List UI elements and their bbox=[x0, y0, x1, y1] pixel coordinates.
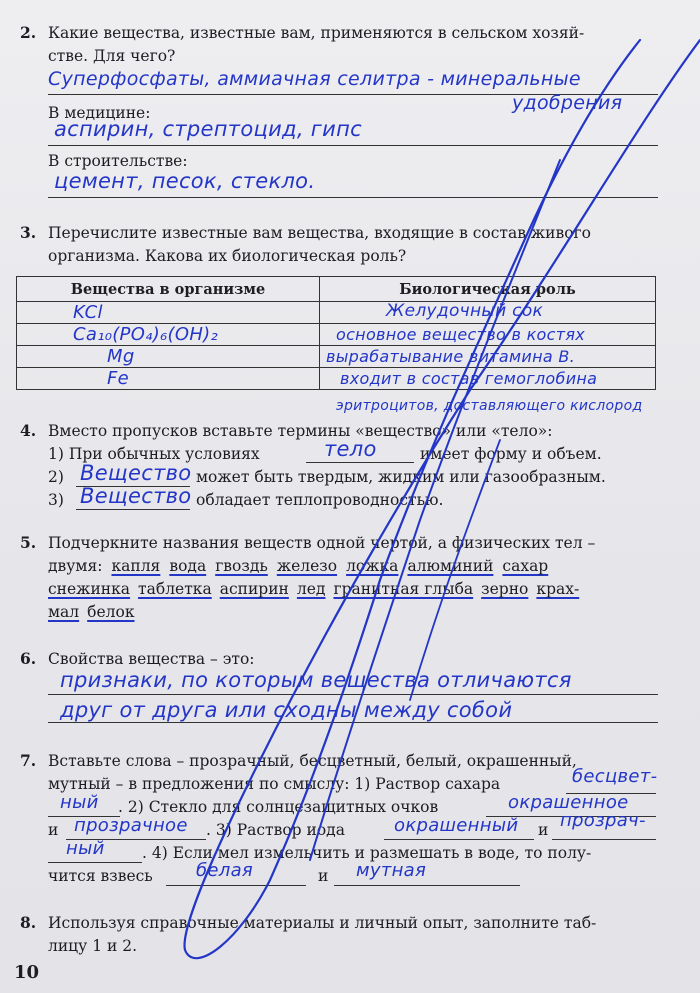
question-text: Вместо пропусков вставьте термины «вещество» или «тело»: bbox=[48, 422, 553, 440]
question-text: стве. Для чего? bbox=[48, 47, 176, 65]
handwritten-answer: мутная bbox=[356, 860, 427, 881]
handwritten-answer: прозрач- bbox=[560, 810, 646, 831]
question-text: 1) При обычных условиях bbox=[48, 445, 260, 463]
word-label: двумя: bbox=[48, 557, 103, 575]
table-cell: Fe bbox=[107, 368, 130, 389]
question-text: организма. Какова их биологическая роль? bbox=[48, 247, 407, 265]
handwritten-answer: ный bbox=[60, 792, 99, 813]
word-item: сахар bbox=[502, 557, 549, 575]
word-item: мал bbox=[48, 603, 80, 621]
question-text: 3) bbox=[48, 491, 64, 509]
table-cell: вырабатывание витамина В. bbox=[326, 347, 576, 366]
table-header: Вещества в организме bbox=[17, 277, 320, 302]
question-text: 2) bbox=[48, 468, 64, 486]
table-row bbox=[17, 346, 656, 368]
bio-table bbox=[16, 276, 656, 390]
handwritten-answer: Суперфосфаты, аммиачная селитра - минеральные bbox=[48, 68, 581, 90]
question-number: 7. bbox=[20, 751, 37, 770]
word-item: капля bbox=[111, 557, 161, 575]
question-text: Перечислите известные вам вещества, входящие в состав живого bbox=[48, 224, 591, 242]
handwritten-answer: белая bbox=[196, 860, 254, 881]
table-row bbox=[17, 368, 656, 390]
question-text: . 4) Если мел измельчить и размешать в воде, то полу- bbox=[142, 844, 592, 862]
answer-blank bbox=[306, 462, 414, 463]
word-item: гранитная глыба bbox=[333, 580, 474, 598]
question-number: 2. bbox=[20, 23, 37, 42]
handwritten-answer: удобрения bbox=[512, 92, 623, 114]
answer-line bbox=[48, 694, 658, 695]
question-text: Подчеркните названия веществ одной чертой, а физических тел – bbox=[48, 534, 596, 552]
handwritten-answer: ный bbox=[66, 838, 105, 859]
question-text: может быть твердым, жидким или газообразным. bbox=[196, 468, 606, 486]
word-item: таблетка bbox=[138, 580, 212, 598]
handwritten-answer: бесцвет- bbox=[572, 766, 658, 787]
question-text: Свойства вещества – это: bbox=[48, 650, 255, 668]
handwritten-answer: окрашенное bbox=[508, 792, 629, 813]
question-number: 5. bbox=[20, 533, 37, 552]
table-row bbox=[17, 324, 656, 346]
handwritten-answer: цемент, песок, стекло. bbox=[54, 169, 316, 193]
word-item: зерно bbox=[481, 580, 529, 598]
answer-blank bbox=[48, 862, 142, 863]
word-list-line bbox=[48, 555, 658, 577]
question-text: и bbox=[538, 821, 549, 839]
question-text: чится взвесь bbox=[48, 867, 153, 885]
question-2 bbox=[0, 0, 700, 210]
table-cell: Ca₁₀(PO₄)₆(OH)₂ bbox=[73, 324, 218, 345]
question-text: и bbox=[48, 821, 59, 839]
word-item: железо bbox=[276, 557, 338, 575]
answer-blank bbox=[384, 839, 534, 840]
question-text: . 3) Раствор иода bbox=[206, 821, 345, 839]
table-cell: Mg bbox=[107, 346, 135, 367]
handwritten-answer: прозрачное bbox=[74, 815, 188, 836]
question-text: мутный – в предложения по смыслу: 1) Раствор сахара bbox=[48, 775, 501, 793]
word-item: аспирин bbox=[219, 580, 289, 598]
field-label: В строительстве: bbox=[48, 152, 188, 170]
question-number: 8. bbox=[20, 913, 37, 932]
table-cell: основное вещество в костях bbox=[336, 325, 586, 344]
answer-line bbox=[48, 145, 658, 146]
answer-line bbox=[48, 722, 658, 723]
answer-line bbox=[48, 197, 658, 198]
question-text: Какие вещества, известные вам, применяются в сельском хозяй- bbox=[48, 24, 585, 42]
question-text: Вставьте слова – прозрачный, бесцветный, белый, окрашенный, bbox=[48, 752, 577, 770]
table-header: Биологическая роль bbox=[320, 277, 656, 302]
question-number: 3. bbox=[20, 223, 37, 242]
question-text: . 2) Стекло для солнцезащитных очков bbox=[118, 798, 439, 816]
word-item: лед bbox=[296, 580, 326, 598]
table-cell: Желудочный сок bbox=[386, 300, 544, 321]
field-label: В медицине: bbox=[48, 104, 151, 122]
question-text: имеет форму и объем. bbox=[420, 445, 602, 463]
word-item: гвоздь bbox=[215, 557, 268, 575]
handwritten-note: эритроцитов, доставляющего кислород bbox=[336, 398, 643, 414]
answer-blank bbox=[76, 509, 190, 510]
handwritten-answer: тело bbox=[324, 437, 377, 461]
question-text: и bbox=[318, 867, 329, 885]
word-list-line bbox=[48, 578, 658, 600]
question-number: 6. bbox=[20, 649, 37, 668]
handwritten-answer: окрашенный bbox=[394, 815, 519, 836]
word-item: вода bbox=[169, 557, 207, 575]
word-item: снежинка bbox=[48, 580, 131, 598]
word-item: ложка bbox=[346, 557, 399, 575]
question-text: лицу 1 и 2. bbox=[48, 937, 138, 955]
table-row bbox=[17, 302, 656, 324]
table-cell: входит в состав гемоглобина bbox=[340, 369, 598, 388]
answer-blank bbox=[166, 885, 306, 886]
question-text: обладает теплопроводностью. bbox=[196, 491, 444, 509]
word-item: крах- bbox=[536, 580, 580, 598]
question-text: Используя справочные материалы и личный опыт, заполните таб- bbox=[48, 914, 597, 932]
table-cell: KCl bbox=[73, 302, 103, 323]
answer-blank bbox=[334, 885, 520, 886]
question-number: 4. bbox=[20, 421, 37, 440]
page-number: 10 bbox=[14, 962, 40, 983]
handwritten-answer: признаки, по которым вещества отличаются bbox=[60, 668, 572, 692]
word-list-line bbox=[48, 601, 135, 623]
answer-blank bbox=[552, 839, 656, 840]
word-item: белок bbox=[87, 603, 135, 621]
word-item: алюминий bbox=[407, 557, 494, 575]
handwritten-answer: Вещество bbox=[80, 461, 192, 485]
handwritten-answer: аспирин, стрептоцид, гипс bbox=[54, 117, 362, 141]
handwritten-answer: друг от друга или сходны между собой bbox=[60, 698, 513, 722]
handwritten-answer: Вещество bbox=[80, 484, 192, 508]
